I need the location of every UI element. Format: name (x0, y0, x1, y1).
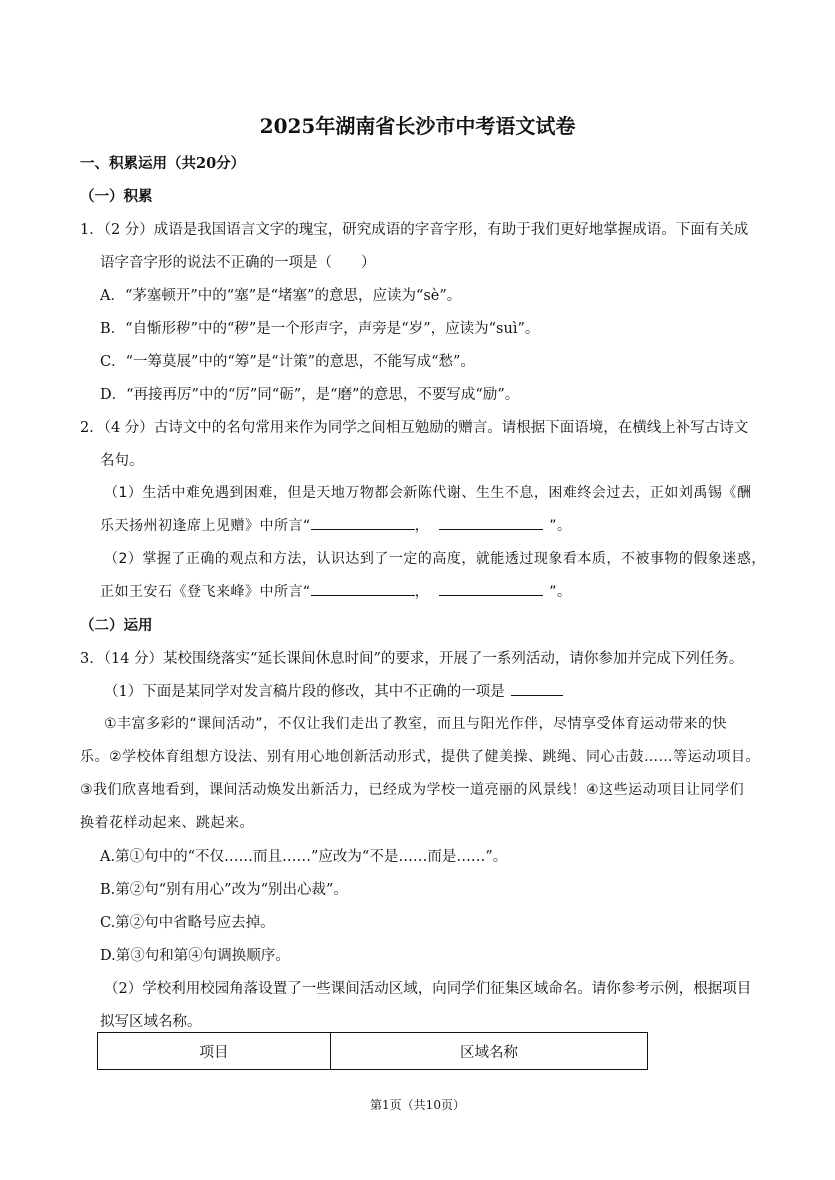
question-3-part-2-cont: 拟写区域名称。 (100, 1014, 202, 1030)
subsection-heading: （一）积累 (80, 188, 153, 205)
question-3-part-2: （2）学校利用校园角落设置了一些课间活动区域，向同学们征集区域命名。请你参考示例，根据项目 (104, 981, 752, 997)
question-2-part-2: （2）掌握了正确的观点和方法，认识达到了一定的高度，就能透过现象看本质，不被事物的假象迷惑， (104, 551, 766, 567)
question-2-part-2-prefix: 正如王安石《登飞来峰》中所言“ (100, 584, 311, 600)
comma: ， (414, 584, 430, 600)
subsection-heading: （二）运用 (80, 617, 153, 634)
question-3-option-d: D.第③句和第④句调换顺序。 (100, 948, 290, 964)
question-2-part-1-prefix: 乐天扬州初逢席上见赠》中所言“ (100, 518, 311, 534)
question-1-option-c: C．“一筹莫展”中的“筹”是“计策”的意思，不能写成“愁”。 (100, 354, 475, 370)
region-naming-table (97, 1032, 648, 1070)
question-3-option-b: B.第②句“别有用心”改为“别出心裁”。 (100, 882, 348, 898)
question-2-part-1-line (100, 515, 572, 535)
question-3-stem: 3．（14 分）某校围绕落实“延长课间休息时间”的要求，开展了一系列活动，请你参加并完成下列任务。 (80, 651, 744, 667)
passage-line: 换着花样动起来、跳起来。 (80, 815, 254, 831)
question-1-option-d: D．“再接再厉”中的“厉”同“砺”，是“磨”的意思，不要写成“励”。 (100, 387, 520, 403)
question-2-stem-cont: 名句。 (100, 453, 144, 469)
question-1-stem: 1．（2 分）成语是我国语言文字的瑰宝，研究成语的字音字形，有助于我们更好地掌握成语。下面有关成 (80, 222, 749, 238)
question-3-option-a: A.第①句中的“不仅……而且……”应改为“不是……而是……”。 (100, 849, 508, 865)
table-header-region-name: 区域名称 (331, 1033, 648, 1070)
page-title: 2025年湖南省长沙市中考语文试卷 (259, 114, 576, 138)
table-header-row (98, 1033, 648, 1070)
question-1-option-b: B．“自惭形秽”中的“秽”是一个形声字，声旁是“岁”，应读为“suì”。 (100, 321, 540, 337)
closing-quote: ”。 (549, 518, 572, 534)
passage-line: ①丰富多彩的“课间活动”，不仅让我们走出了教室，而且与阳光作伴，尽情享受体育运动带来的快 (104, 716, 728, 732)
question-2-stem: 2．（4 分）古诗文中的名句常用来作为同学之间相互勉励的赠言。请根据下面语境，在横线上补写古诗文 (80, 420, 749, 436)
section-heading: 一、积累运用（共20分） (80, 155, 246, 172)
answer-blank[interactable] (511, 681, 563, 696)
comma: ， (414, 518, 430, 534)
answer-blank[interactable] (311, 515, 415, 530)
question-3-option-c: C.第②句中省略号应去掉。 (100, 915, 275, 931)
answer-blank[interactable] (439, 515, 543, 530)
passage-line: ③我们欣喜地看到，课间活动焕发出新活力，已经成为学校一道亮丽的风景线！④这些运动项目让同学们 (80, 782, 745, 798)
question-1-stem-cont: 语字音字形的说法不正确的一项是（ ） (100, 255, 376, 271)
answer-blank[interactable] (439, 581, 543, 596)
question-3-part-1-text: （1）下面是某同学对发言稿片段的修改，其中不正确的一项是 (104, 684, 505, 700)
page-footer: 第1页（共10页） (370, 1098, 465, 1112)
question-1-option-a: A．“茅塞顿开”中的“塞”是“堵塞”的意思，应读为“sè”。 (100, 288, 462, 304)
closing-quote: ”。 (549, 584, 572, 600)
question-3-part-1 (104, 680, 563, 701)
passage-line: 乐。②学校体育组想方设法、别有用心地创新活动形式，提供了健美操、跳绳、同心击鼓……等运动项目。 (80, 749, 761, 765)
question-2-part-2-line (100, 581, 572, 601)
answer-blank[interactable] (311, 581, 415, 596)
table-header-project: 项目 (98, 1033, 331, 1070)
question-2-part-1: （1）生活中难免遇到困难，但是天地万物都会新陈代谢、生生不息，困难终会过去，正如刘禹锡《酬 (104, 485, 752, 501)
